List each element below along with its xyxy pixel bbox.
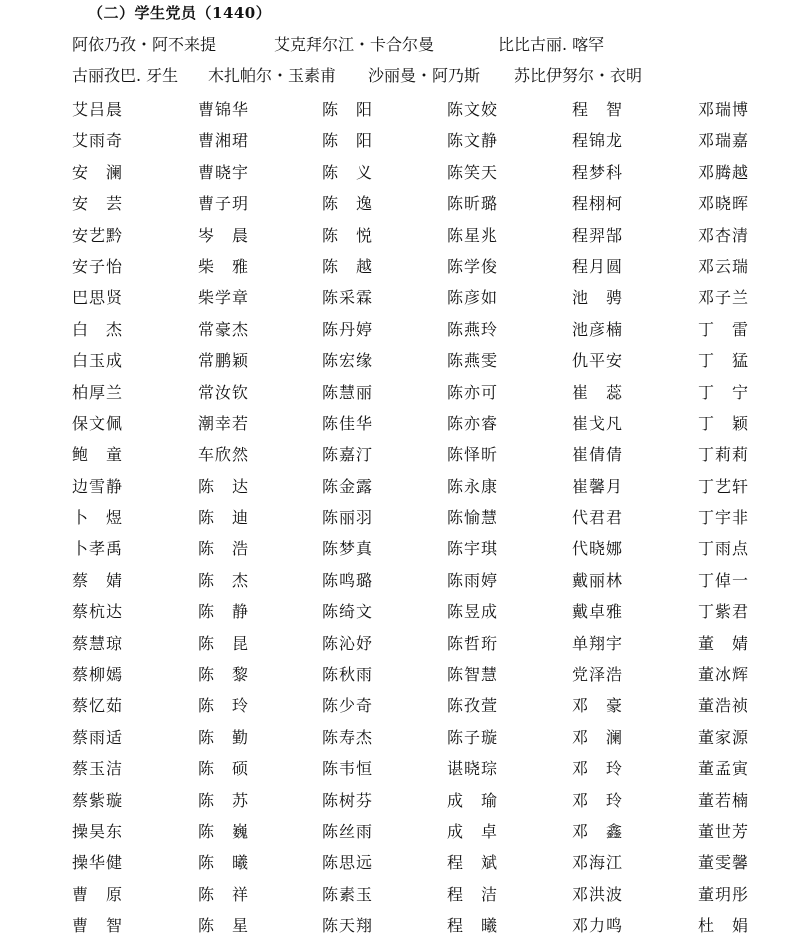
member-name: 蔡杭达 [72,602,122,622]
member-name: 曹子玥 [198,194,248,214]
member-name: 邓力鸣 [572,916,622,936]
name-row [72,251,799,282]
member-name: 陈怿昕 [447,445,497,465]
member-name: 常豪杰 [198,319,248,339]
member-name: 安澜 [72,162,122,182]
member-name: 常鹏颖 [198,351,248,371]
name-row [72,377,799,408]
member-name: 陈巍 [198,821,248,841]
member-name: 卜煜 [72,508,122,528]
name-row [72,220,799,251]
member-name: 邓鑫 [572,821,622,841]
member-name: 邓玲 [572,759,622,779]
member-name: 邓子兰 [698,288,748,308]
member-name: 陈素玉 [322,884,372,904]
name-row [72,345,799,376]
member-name: 艾雨奇 [72,131,122,151]
member-name: 陈悦 [322,225,372,245]
member-name: 邓腾越 [698,162,748,182]
member-name: 陈嘉汀 [322,445,372,465]
member-name: 邓豪 [572,696,622,716]
member-name: 单翔宇 [572,633,622,653]
name-row [72,125,799,156]
member-name: 陈硕 [198,759,248,779]
member-name: 陈达 [198,476,248,496]
member-name: 陈曦 [198,853,248,873]
name-row [72,910,799,941]
member-name: 丁紫君 [698,602,748,622]
member-name: 陈哲珩 [447,633,497,653]
member-name: 蔡忆茹 [72,696,122,716]
member-name: 苏比伊努尔・衣明 [514,66,643,85]
member-name: 程智 [572,100,622,119]
member-name: 邓瑞嘉 [698,131,748,151]
member-name: 丁雷 [698,319,748,339]
member-name: 党泽浩 [572,665,622,685]
member-name: 陈彦如 [447,288,497,308]
member-name: 陈义 [322,162,372,182]
member-name: 沙丽曼・阿乃斯 [368,66,481,85]
member-name: 安子怡 [72,256,122,276]
member-name: 陈智慧 [447,665,497,685]
member-name: 丁猛 [698,351,748,371]
member-name: 程梦科 [572,162,622,182]
member-name: 邓晓晖 [698,194,748,214]
member-name: 陈杰 [198,570,248,590]
member-name: 操华健 [72,853,122,873]
member-name: 仇平安 [572,351,622,371]
name-row [72,188,799,219]
member-name: 董若楠 [698,790,748,810]
section-title: （二）学生党员（1440） [88,4,272,22]
member-name: 曹原 [72,884,122,904]
member-name: 陈亦可 [447,382,497,402]
name-row [72,471,799,502]
member-name: 陈树芬 [322,790,372,810]
member-name: 谌晓琮 [447,759,497,779]
member-name: 崔倩倩 [572,445,622,465]
member-name: 柏厚兰 [72,382,122,402]
member-name: 卜孝禹 [72,539,122,559]
name-row [72,628,799,659]
member-name: 丁倬一 [698,570,748,590]
member-name: 陈亦睿 [447,413,497,433]
member-name: 陈越 [322,256,372,276]
member-name: 蔡婧 [72,570,122,590]
member-name: 比比古丽. 喀罕 [498,35,605,54]
member-name: 陈昕璐 [447,194,497,214]
member-name: 董冰辉 [698,665,748,685]
member-name: 柴雅 [198,256,248,276]
member-name: 操昊东 [72,821,122,841]
member-name: 保文佩 [72,413,122,433]
name-grid [72,94,799,942]
member-name: 陈金露 [322,476,372,496]
member-name: 蔡雨适 [72,727,122,747]
member-name: 陈阳 [322,131,372,151]
name-row [72,753,799,784]
member-name: 陈浩 [198,539,248,559]
member-name: 崔蕊 [572,382,622,402]
member-name: 柴学章 [198,288,248,308]
member-name: 代君君 [572,508,622,528]
long-name-row [0,63,799,89]
member-name: 陈文姣 [447,100,497,119]
member-name: 崔戈凡 [572,413,622,433]
member-name: 池骋 [572,288,622,308]
member-name: 邓瑞博 [698,100,748,119]
member-name: 陈宇琪 [447,539,497,559]
member-name: 陈笑天 [447,162,497,182]
member-name: 董浩祯 [698,696,748,716]
member-name: 邓海江 [572,853,622,873]
member-name: 邓杏清 [698,225,748,245]
member-name: 安芸 [72,194,122,214]
member-name: 陈少奇 [322,696,372,716]
name-row [72,847,799,878]
name-row [72,816,799,847]
name-row [72,879,799,910]
name-row [72,690,799,721]
member-name: 陈丽羽 [322,508,372,528]
member-name: 董孟寅 [698,759,748,779]
member-name: 陈阳 [322,100,372,119]
member-name: 白玉成 [72,351,122,371]
member-name: 艾吕晨 [72,100,122,119]
name-row [72,439,799,470]
name-row [72,502,799,533]
member-name: 陈韦恒 [322,759,372,779]
member-name: 陈愉慧 [447,508,497,528]
name-row [72,282,799,313]
member-name: 陈佳华 [322,413,372,433]
member-name: 杜娟 [698,916,748,936]
member-name: 程洁 [447,884,497,904]
member-name: 崔馨月 [572,476,622,496]
member-name: 成瑜 [447,790,497,810]
member-name: 陈孜萱 [447,696,497,716]
member-name: 程月圆 [572,256,622,276]
name-row [72,565,799,596]
name-row [72,722,799,753]
member-name: 岑晨 [198,225,248,245]
member-name: 蔡柳嫣 [72,665,122,685]
member-name: 曹智 [72,916,122,936]
member-name: 陈学俊 [447,256,497,276]
member-name: 陈燕雯 [447,351,497,371]
name-row [72,785,799,816]
member-name: 陈燕玲 [447,319,497,339]
long-name-row [0,32,799,58]
member-name: 陈昆 [198,633,248,653]
member-name: 陈星兆 [447,225,497,245]
member-name: 程斌 [447,853,497,873]
member-name: 古丽孜巴. 牙生 [72,66,179,85]
member-name: 陈苏 [198,790,248,810]
member-name: 陈昱成 [447,602,497,622]
member-name: 蔡慧琼 [72,633,122,653]
member-name: 邓洪波 [572,884,622,904]
member-name: 陈宏缘 [322,351,372,371]
member-name: 潮幸若 [198,413,248,433]
member-name: 巴思贤 [72,288,122,308]
member-name: 董家源 [698,727,748,747]
member-name: 陈天翔 [322,916,372,936]
member-name: 阿依乃孜・阿不来提 [72,35,217,54]
member-name: 陈祥 [198,884,248,904]
member-name: 边雪静 [72,476,122,496]
member-name: 陈黎 [198,665,248,685]
name-row [72,157,799,188]
member-name: 程锦龙 [572,131,622,151]
member-name: 艾克拜尔江・卡合尔曼 [274,35,435,54]
name-row [72,94,799,125]
member-name: 程羿郜 [572,225,622,245]
member-name: 陈玲 [198,696,248,716]
member-name: 曹湘珺 [198,131,248,151]
name-row [72,659,799,690]
member-name: 陈沁妤 [322,633,372,653]
member-name: 丁莉莉 [698,445,748,465]
member-name: 陈秋雨 [322,665,372,685]
member-name: 成卓 [447,821,497,841]
member-name: 曹晓宇 [198,162,248,182]
member-name: 蔡玉洁 [72,759,122,779]
member-name: 陈丝雨 [322,821,372,841]
member-name: 程曦 [447,916,497,936]
member-name: 丁颖 [698,413,748,433]
member-name: 木扎帕尔・玉素甫 [208,66,337,85]
member-name: 董婧 [698,633,748,653]
member-name: 陈丹婷 [322,319,372,339]
member-name: 陈星 [198,916,248,936]
member-name: 陈迪 [198,508,248,528]
member-name: 鲍童 [72,445,122,465]
name-row [72,596,799,627]
member-name: 邓澜 [572,727,622,747]
member-name: 戴丽林 [572,570,622,590]
member-name: 丁宁 [698,382,748,402]
member-name: 陈静 [198,602,248,622]
member-name: 陈慧丽 [322,382,372,402]
member-name: 陈梦真 [322,539,372,559]
member-name: 陈雨婷 [447,570,497,590]
member-name: 陈寿杰 [322,727,372,747]
member-name: 董玥彤 [698,884,748,904]
member-name: 陈鸣璐 [322,570,372,590]
member-name: 陈思远 [322,853,372,873]
member-name: 董雯馨 [698,853,748,873]
member-name: 陈逸 [322,194,372,214]
member-name: 邓玲 [572,790,622,810]
member-name: 陈勤 [198,727,248,747]
member-name: 安艺黔 [72,225,122,245]
name-row [72,314,799,345]
member-name: 车欣然 [198,445,248,465]
member-name: 代晓娜 [572,539,622,559]
member-name: 丁艺轩 [698,476,748,496]
name-row [72,408,799,439]
member-name: 邓云瑞 [698,256,748,276]
member-name: 陈子璇 [447,727,497,747]
member-name: 池彦楠 [572,319,622,339]
member-name: 陈文静 [447,131,497,151]
member-name: 曹锦华 [198,100,248,119]
member-name: 白杰 [72,319,122,339]
member-name: 丁宇非 [698,508,748,528]
member-name: 丁雨点 [698,539,748,559]
member-name: 常汝钦 [198,382,248,402]
member-name: 陈采霖 [322,288,372,308]
name-row [72,533,799,564]
member-name: 陈永康 [447,476,497,496]
member-name: 蔡紫璇 [72,790,122,810]
member-name: 陈绮文 [322,602,372,622]
member-name: 董世芳 [698,821,748,841]
member-name: 程栩柯 [572,194,622,214]
member-name: 戴卓雅 [572,602,622,622]
